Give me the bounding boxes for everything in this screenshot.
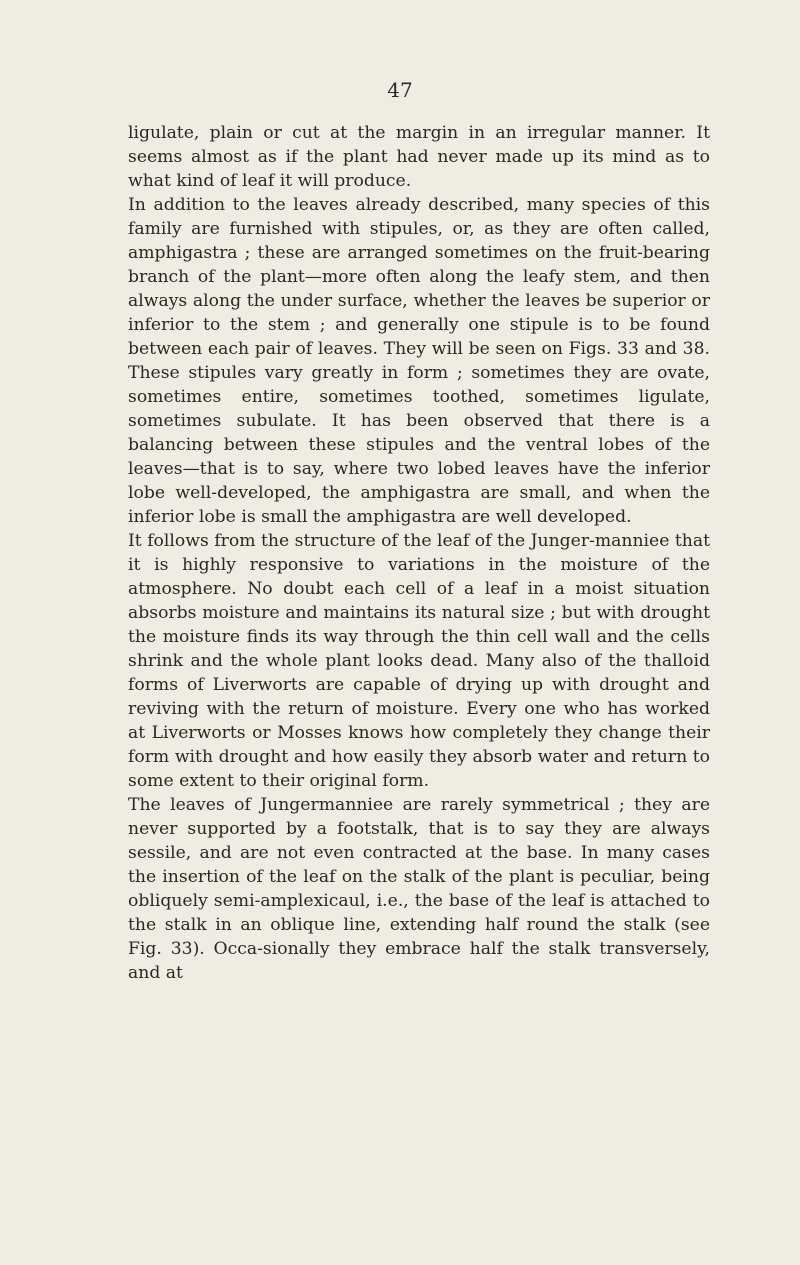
paragraph: ligulate, plain or cut at the margin in an irregular manner. It seems almost as if the plant had never made up its mind as to what kind of leaf it will produce. (128, 123, 710, 191)
body-text (128, 121, 710, 985)
paragraph: The leaves of Jungermanniee are rarely symmetrical ; they are never supported by a footstalk, that is to say they are always sessile, and are not even contracted at the base. In many cases the insertion of the leaf on the stalk of the plant is peculiar, being obliquely semi-amplexicaul, i.e., the base of the leaf is attached to the stalk in an oblique line, extending half round the stalk (see Fig. 33). Occa-sionally they embrace half the stalk transversely, and at (128, 795, 710, 983)
page-number: 47 (387, 78, 413, 102)
paragraph: It follows from the structure of the leaf of the Junger-manniee that it is highly responsive to variations in the moisture of the atmosphere. No doubt each cell of a leaf in a moist situation absorbs moisture and maintains its natural size ; but with drought the moisture finds its way through the thin cell wall and the cells shrink and the whole plant looks dead. Many also of the thalloid forms of Liverworts are capable of drying up with drought and reviving with the return of moisture. Every one who has worked at Liverworts or Mosses knows how completely they change their form with drought and how easily they absorb water and return to some extent to their original form. (128, 531, 710, 791)
paragraph: In addition to the leaves already described, many species of this family are furnished with stipules, or, as they are often called, amphigastra ; these are arranged sometimes on the fruit-bearing branch of the plant—more often along the leafy stem, and then always along the under surface, whether the leaves be superior or inferior to the stem ; and generally one stipule is to be found between each pair of leaves. They will be seen on Figs. 33 and 38. These stipules vary greatly in form ; sometimes they are ovate, sometimes entire, sometimes toothed, sometimes ligulate, sometimes subulate. It has been observed that there is a balancing between these stipules and the ventral lobes of the leaves—that is to say, where two lobed leaves have the inferior lobe well-developed, the amphigastra are small, and when the inferior lobe is small the amphigastra are well developed. (128, 195, 710, 527)
